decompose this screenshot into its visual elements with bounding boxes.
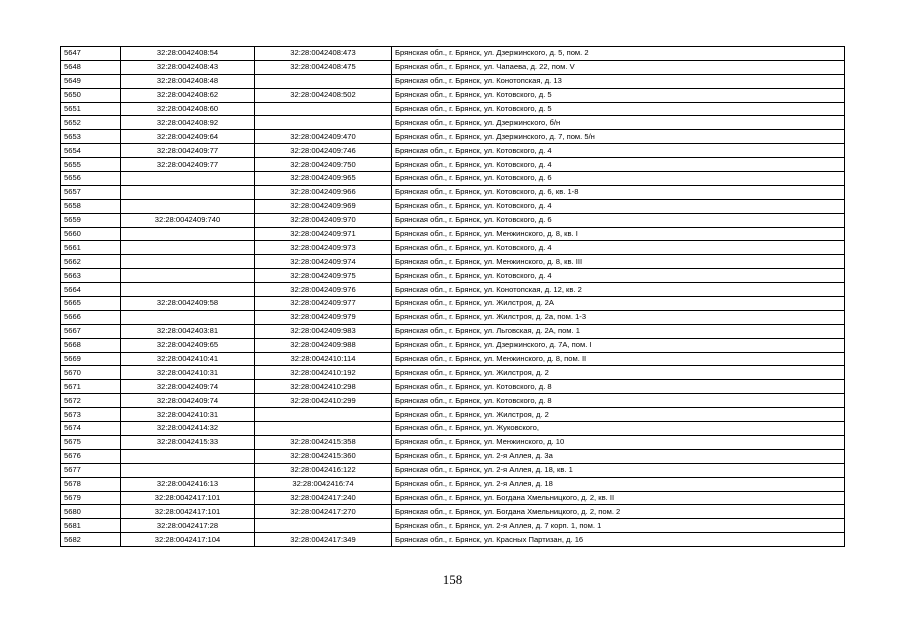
cadastral-number-cell: 32:28:0042416:13 bbox=[121, 477, 255, 491]
address-cell: Брянская обл., г. Брянск, ул. Дзержинского, д. 7, пом. 5/н bbox=[392, 130, 845, 144]
address-cell: Брянская обл., г. Брянск, ул. Жилстроя, д. 2А bbox=[392, 297, 845, 311]
address-cell: Брянская обл., г. Брянск, ул. Котовского, д. 5 bbox=[392, 88, 845, 102]
table-row bbox=[61, 255, 845, 269]
cadastral-number-cell: 32:28:0042408:60 bbox=[121, 102, 255, 116]
object-cadastral-number-cell: 32:28:0042417:349 bbox=[255, 533, 392, 547]
row-number-cell: 5663 bbox=[61, 269, 121, 283]
row-number-cell: 5677 bbox=[61, 463, 121, 477]
table-row bbox=[61, 269, 845, 283]
address-cell: Брянская обл., г. Брянск, ул. Конотопская, д. 13 bbox=[392, 74, 845, 88]
table-row bbox=[61, 88, 845, 102]
object-cadastral-number-cell: 32:28:0042409:974 bbox=[255, 255, 392, 269]
object-cadastral-number-cell bbox=[255, 422, 392, 436]
address-cell: Брянская обл., г. Брянск, ул. Котовского, д. 4 bbox=[392, 158, 845, 172]
row-number-cell: 5652 bbox=[61, 116, 121, 130]
table-row bbox=[61, 283, 845, 297]
table-row bbox=[61, 435, 845, 449]
address-cell: Брянская обл., г. Брянск, ул. 2-я Аллея, д. 18, кв. 1 bbox=[392, 463, 845, 477]
object-cadastral-number-cell bbox=[255, 102, 392, 116]
table-row bbox=[61, 185, 845, 199]
object-cadastral-number-cell: 32:28:0042409:976 bbox=[255, 283, 392, 297]
object-cadastral-number-cell: 32:28:0042409:470 bbox=[255, 130, 392, 144]
table-row bbox=[61, 130, 845, 144]
table-row bbox=[61, 47, 845, 61]
object-cadastral-number-cell: 32:28:0042416:74 bbox=[255, 477, 392, 491]
object-cadastral-number-cell: 32:28:0042416:122 bbox=[255, 463, 392, 477]
object-cadastral-number-cell: 32:28:0042417:270 bbox=[255, 505, 392, 519]
address-cell: Брянская обл., г. Брянск, ул. Котовского, д. 4 bbox=[392, 241, 845, 255]
row-number-cell: 5667 bbox=[61, 324, 121, 338]
table-row bbox=[61, 158, 845, 172]
row-number-cell: 5676 bbox=[61, 449, 121, 463]
address-cell: Брянская обл., г. Брянск, ул. 2-я Аллея, д. 3а bbox=[392, 449, 845, 463]
address-cell: Брянская обл., г. Брянск, ул. Конотопская, д. 12, кв. 2 bbox=[392, 283, 845, 297]
table-row bbox=[61, 297, 845, 311]
row-number-cell: 5670 bbox=[61, 366, 121, 380]
object-cadastral-number-cell: 32:28:0042410:114 bbox=[255, 352, 392, 366]
address-cell: Брянская обл., г. Брянск, ул. Котовского, д. 6, кв. 1-8 bbox=[392, 185, 845, 199]
table-row bbox=[61, 380, 845, 394]
table-row bbox=[61, 519, 845, 533]
object-cadastral-number-cell: 32:28:0042415:360 bbox=[255, 449, 392, 463]
row-number-cell: 5673 bbox=[61, 408, 121, 422]
cadastral-number-cell: 32:28:0042409:77 bbox=[121, 144, 255, 158]
cadastral-number-cell: 32:28:0042409:65 bbox=[121, 338, 255, 352]
address-cell: Брянская обл., г. Брянск, ул. Менжинского, д. 8, кв. III bbox=[392, 255, 845, 269]
table-row bbox=[61, 449, 845, 463]
object-cadastral-number-cell: 32:28:0042410:192 bbox=[255, 366, 392, 380]
row-number-cell: 5651 bbox=[61, 102, 121, 116]
address-cell: Брянская обл., г. Брянск, ул. Менжинского, д. 8, кв. I bbox=[392, 227, 845, 241]
cadastral-number-cell: 32:28:0042409:64 bbox=[121, 130, 255, 144]
row-number-cell: 5668 bbox=[61, 338, 121, 352]
object-cadastral-number-cell: 32:28:0042417:240 bbox=[255, 491, 392, 505]
object-cadastral-number-cell: 32:28:0042408:473 bbox=[255, 47, 392, 61]
address-cell: Брянская обл., г. Брянск, ул. Менжинского, д. 8, пом. II bbox=[392, 352, 845, 366]
cadastral-number-cell: 32:28:0042410:41 bbox=[121, 352, 255, 366]
table-row bbox=[61, 60, 845, 74]
object-cadastral-number-cell: 32:28:0042409:983 bbox=[255, 324, 392, 338]
address-cell: Брянская обл., г. Брянск, ул. Жуковского, bbox=[392, 422, 845, 436]
row-number-cell: 5653 bbox=[61, 130, 121, 144]
address-cell: Брянская обл., г. Брянск, ул. 2-я Аллея, д. 18 bbox=[392, 477, 845, 491]
table-row bbox=[61, 310, 845, 324]
object-cadastral-number-cell: 32:28:0042409:966 bbox=[255, 185, 392, 199]
table-row bbox=[61, 505, 845, 519]
table-row bbox=[61, 463, 845, 477]
address-cell: Брянская обл., г. Брянск, ул. Жилстроя, д. 2а, пом. 1-3 bbox=[392, 310, 845, 324]
address-cell: Брянская обл., г. Брянск, ул. Дзержинского, д. 5, пом. 2 bbox=[392, 47, 845, 61]
address-cell: Брянская обл., г. Брянск, ул. Красных Партизан, д. 16 bbox=[392, 533, 845, 547]
row-number-cell: 5654 bbox=[61, 144, 121, 158]
row-number-cell: 5665 bbox=[61, 297, 121, 311]
table-row bbox=[61, 352, 845, 366]
address-cell: Брянская обл., г. Брянск, ул. Котовского, д. 4 bbox=[392, 269, 845, 283]
object-cadastral-number-cell bbox=[255, 74, 392, 88]
object-cadastral-number-cell: 32:28:0042415:358 bbox=[255, 435, 392, 449]
cadastral-number-cell bbox=[121, 310, 255, 324]
cadastral-number-cell: 32:28:0042410:31 bbox=[121, 408, 255, 422]
row-number-cell: 5669 bbox=[61, 352, 121, 366]
table-row bbox=[61, 144, 845, 158]
address-cell: Брянская обл., г. Брянск, ул. Жилстроя, д. 2 bbox=[392, 408, 845, 422]
object-cadastral-number-cell: 32:28:0042409:969 bbox=[255, 199, 392, 213]
cadastral-number-cell: 32:28:0042409:74 bbox=[121, 380, 255, 394]
row-number-cell: 5678 bbox=[61, 477, 121, 491]
object-cadastral-number-cell: 32:28:0042410:299 bbox=[255, 394, 392, 408]
cadastral-number-cell bbox=[121, 172, 255, 186]
cadastral-number-cell: 32:28:0042408:43 bbox=[121, 60, 255, 74]
table-row bbox=[61, 213, 845, 227]
table-row bbox=[61, 116, 845, 130]
address-cell: Брянская обл., г. Брянск, ул. Котовского, д. 6 bbox=[392, 172, 845, 186]
cadastral-number-cell: 32:28:0042414:32 bbox=[121, 422, 255, 436]
row-number-cell: 5657 bbox=[61, 185, 121, 199]
address-cell: Брянская обл., г. Брянск, ул. 2-я Аллея, д. 7 корп. 1, пом. 1 bbox=[392, 519, 845, 533]
row-number-cell: 5648 bbox=[61, 60, 121, 74]
object-cadastral-number-cell: 32:28:0042408:502 bbox=[255, 88, 392, 102]
row-number-cell: 5666 bbox=[61, 310, 121, 324]
cadastral-number-cell: 32:28:0042408:92 bbox=[121, 116, 255, 130]
address-cell: Брянская обл., г. Брянск, ул. Котовского, д. 4 bbox=[392, 144, 845, 158]
table-row bbox=[61, 199, 845, 213]
cadastral-number-cell: 32:28:0042408:62 bbox=[121, 88, 255, 102]
address-cell: Брянская обл., г. Брянск, ул. Котовского, д. 8 bbox=[392, 380, 845, 394]
table-row bbox=[61, 172, 845, 186]
table-row bbox=[61, 477, 845, 491]
row-number-cell: 5660 bbox=[61, 227, 121, 241]
object-cadastral-number-cell: 32:28:0042409:965 bbox=[255, 172, 392, 186]
cadastral-number-cell: 32:28:0042417:104 bbox=[121, 533, 255, 547]
cadastral-number-cell: 32:28:0042403:81 bbox=[121, 324, 255, 338]
cadastral-number-cell: 32:28:0042408:48 bbox=[121, 74, 255, 88]
row-number-cell: 5647 bbox=[61, 47, 121, 61]
object-cadastral-number-cell: 32:28:0042409:971 bbox=[255, 227, 392, 241]
table-row bbox=[61, 338, 845, 352]
cadastral-number-cell bbox=[121, 463, 255, 477]
address-cell: Брянская обл., г. Брянск, ул. Котовского, д. 8 bbox=[392, 394, 845, 408]
object-cadastral-number-cell: 32:28:0042409:746 bbox=[255, 144, 392, 158]
cadastral-number-cell: 32:28:0042417:28 bbox=[121, 519, 255, 533]
object-cadastral-number-cell: 32:28:0042410:298 bbox=[255, 380, 392, 394]
table-row bbox=[61, 366, 845, 380]
object-cadastral-number-cell: 32:28:0042409:975 bbox=[255, 269, 392, 283]
row-number-cell: 5672 bbox=[61, 394, 121, 408]
row-number-cell: 5675 bbox=[61, 435, 121, 449]
row-number-cell: 5671 bbox=[61, 380, 121, 394]
address-cell: Брянская обл., г. Брянск, ул. Жилстроя, д. 2 bbox=[392, 366, 845, 380]
cadastral-number-cell: 32:28:0042415:33 bbox=[121, 435, 255, 449]
row-number-cell: 5655 bbox=[61, 158, 121, 172]
row-number-cell: 5649 bbox=[61, 74, 121, 88]
row-number-cell: 5682 bbox=[61, 533, 121, 547]
object-cadastral-number-cell: 32:28:0042409:988 bbox=[255, 338, 392, 352]
object-cadastral-number-cell: 32:28:0042409:979 bbox=[255, 310, 392, 324]
object-cadastral-number-cell bbox=[255, 519, 392, 533]
row-number-cell: 5661 bbox=[61, 241, 121, 255]
cadastral-number-cell: 32:28:0042409:740 bbox=[121, 213, 255, 227]
cadastral-number-cell: 32:28:0042409:77 bbox=[121, 158, 255, 172]
cadastral-table bbox=[60, 46, 845, 547]
address-cell: Брянская обл., г. Брянск, ул. Богдана Хмельницкого, д. 2, пом. 2 bbox=[392, 505, 845, 519]
object-cadastral-number-cell: 32:28:0042409:750 bbox=[255, 158, 392, 172]
address-cell: Брянская обл., г. Брянск, ул. Льговская, д. 2А, пом. 1 bbox=[392, 324, 845, 338]
cadastral-number-cell: 32:28:0042409:74 bbox=[121, 394, 255, 408]
object-cadastral-number-cell: 32:28:0042408:475 bbox=[255, 60, 392, 74]
row-number-cell: 5664 bbox=[61, 283, 121, 297]
cadastral-number-cell: 32:28:0042408:54 bbox=[121, 47, 255, 61]
address-cell: Брянская обл., г. Брянск, ул. Дзержинского, д. 7А, пом. I bbox=[392, 338, 845, 352]
object-cadastral-number-cell: 32:28:0042409:970 bbox=[255, 213, 392, 227]
cadastral-number-cell bbox=[121, 227, 255, 241]
object-cadastral-number-cell: 32:28:0042409:977 bbox=[255, 297, 392, 311]
row-number-cell: 5662 bbox=[61, 255, 121, 269]
cadastral-number-cell: 32:28:0042409:58 bbox=[121, 297, 255, 311]
address-cell: Брянская обл., г. Брянск, ул. Дзержинского, б/н bbox=[392, 116, 845, 130]
address-cell: Брянская обл., г. Брянск, ул. Менжинского, д. 10 bbox=[392, 435, 845, 449]
address-cell: Брянская обл., г. Брянск, ул. Котовского, д. 5 bbox=[392, 102, 845, 116]
cadastral-number-cell: 32:28:0042417:101 bbox=[121, 505, 255, 519]
row-number-cell: 5679 bbox=[61, 491, 121, 505]
cadastral-number-cell bbox=[121, 185, 255, 199]
row-number-cell: 5681 bbox=[61, 519, 121, 533]
row-number-cell: 5680 bbox=[61, 505, 121, 519]
table-row bbox=[61, 241, 845, 255]
table-row bbox=[61, 491, 845, 505]
row-number-cell: 5674 bbox=[61, 422, 121, 436]
object-cadastral-number-cell bbox=[255, 408, 392, 422]
table-row bbox=[61, 422, 845, 436]
address-cell: Брянская обл., г. Брянск, ул. Чапаева, д. 22, пом. V bbox=[392, 60, 845, 74]
table-row bbox=[61, 533, 845, 547]
cadastral-number-cell bbox=[121, 199, 255, 213]
table-row bbox=[61, 324, 845, 338]
cadastral-number-cell bbox=[121, 283, 255, 297]
table-row bbox=[61, 394, 845, 408]
object-cadastral-number-cell bbox=[255, 116, 392, 130]
cadastral-table-body bbox=[61, 47, 845, 547]
cadastral-number-cell bbox=[121, 449, 255, 463]
cadastral-number-cell bbox=[121, 269, 255, 283]
page-number: 158 bbox=[442, 572, 463, 587]
table-row bbox=[61, 74, 845, 88]
table-row bbox=[61, 227, 845, 241]
cadastral-number-cell: 32:28:0042410:31 bbox=[121, 366, 255, 380]
table-row bbox=[61, 408, 845, 422]
row-number-cell: 5656 bbox=[61, 172, 121, 186]
cadastral-number-cell bbox=[121, 255, 255, 269]
row-number-cell: 5658 bbox=[61, 199, 121, 213]
object-cadastral-number-cell: 32:28:0042409:973 bbox=[255, 241, 392, 255]
address-cell: Брянская обл., г. Брянск, ул. Котовского, д. 6 bbox=[392, 213, 845, 227]
row-number-cell: 5659 bbox=[61, 213, 121, 227]
address-cell: Брянская обл., г. Брянск, ул. Богдана Хмельницкого, д. 2, кв. II bbox=[392, 491, 845, 505]
cadastral-number-cell: 32:28:0042417:101 bbox=[121, 491, 255, 505]
cadastral-number-cell bbox=[121, 241, 255, 255]
table-row bbox=[61, 102, 845, 116]
address-cell: Брянская обл., г. Брянск, ул. Котовского, д. 4 bbox=[392, 199, 845, 213]
row-number-cell: 5650 bbox=[61, 88, 121, 102]
